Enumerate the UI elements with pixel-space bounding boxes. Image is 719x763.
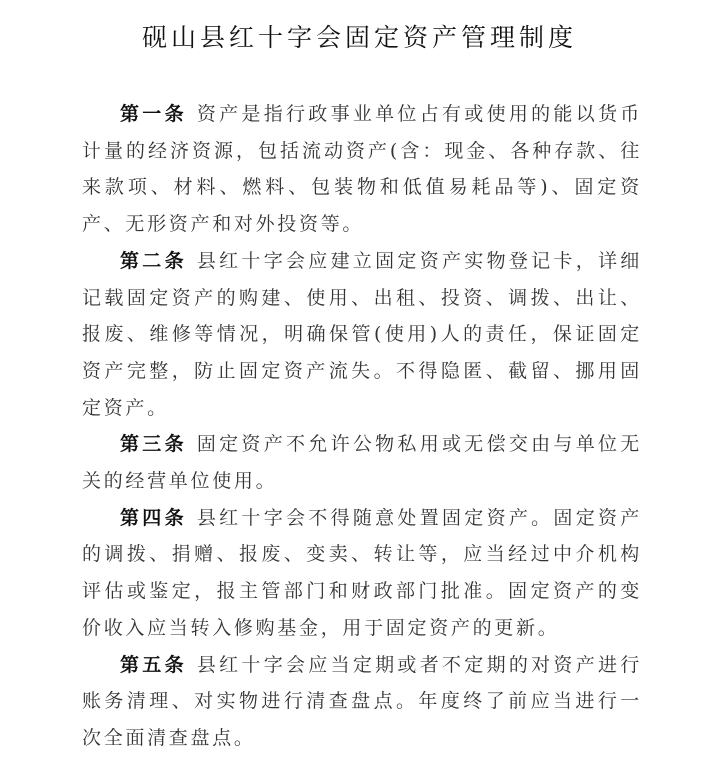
article-4 [82, 500, 642, 647]
article-3 [82, 426, 642, 499]
article-2 [82, 243, 642, 427]
article-text: 县红十字会不得随意处置固定资产。固定资产的调拨、捐赠、报废、变卖、转让等，应当经过中介机构评估或鉴定，报主管部门和财政部门批准。固定资产的变价收入应当转入修购基金，用于固定资产的更新。 [82, 506, 642, 639]
article-text: 资产是指行政事业单位占有或使用的能以货币计量的经济资源，包括流动资产(含：现金、各种存款、往来款项、材料、燃料、包装物和低值易耗品等)、固定资产、无形资产和对外投资等。 [82, 103, 642, 236]
article-text: 县红十字会应建立固定资产实物登记卡，详细记载固定资产的购建、使用、出租、投资、调拨、出让、报废、维修等情况，明确保管(使用)人的责任，保证固定资产完整，防止固定资产流失。不得隐匿、截留、挪用固定资产。 [82, 249, 642, 419]
document-title: 砚山县红十字会固定资产管理制度 [141, 23, 577, 52]
article-label: 第一条 [120, 103, 187, 125]
article-label: 第三条 [120, 433, 187, 456]
article-1 [82, 96, 642, 243]
article-text: 固定资产不允许公物私用或无偿交由与单位无关的经营单位使用。 [82, 433, 642, 493]
article-text: 县红十字会应当定期或者不定期的对资产进行账务清理、对实物进行清查盘点。年度终了前应当进行一次全面清查盘点。 [82, 653, 642, 749]
article-label: 第二条 [120, 249, 187, 272]
article-label: 第五条 [120, 653, 187, 676]
article-5 [82, 647, 642, 757]
document-body [82, 96, 642, 757]
article-label: 第四条 [120, 506, 187, 529]
